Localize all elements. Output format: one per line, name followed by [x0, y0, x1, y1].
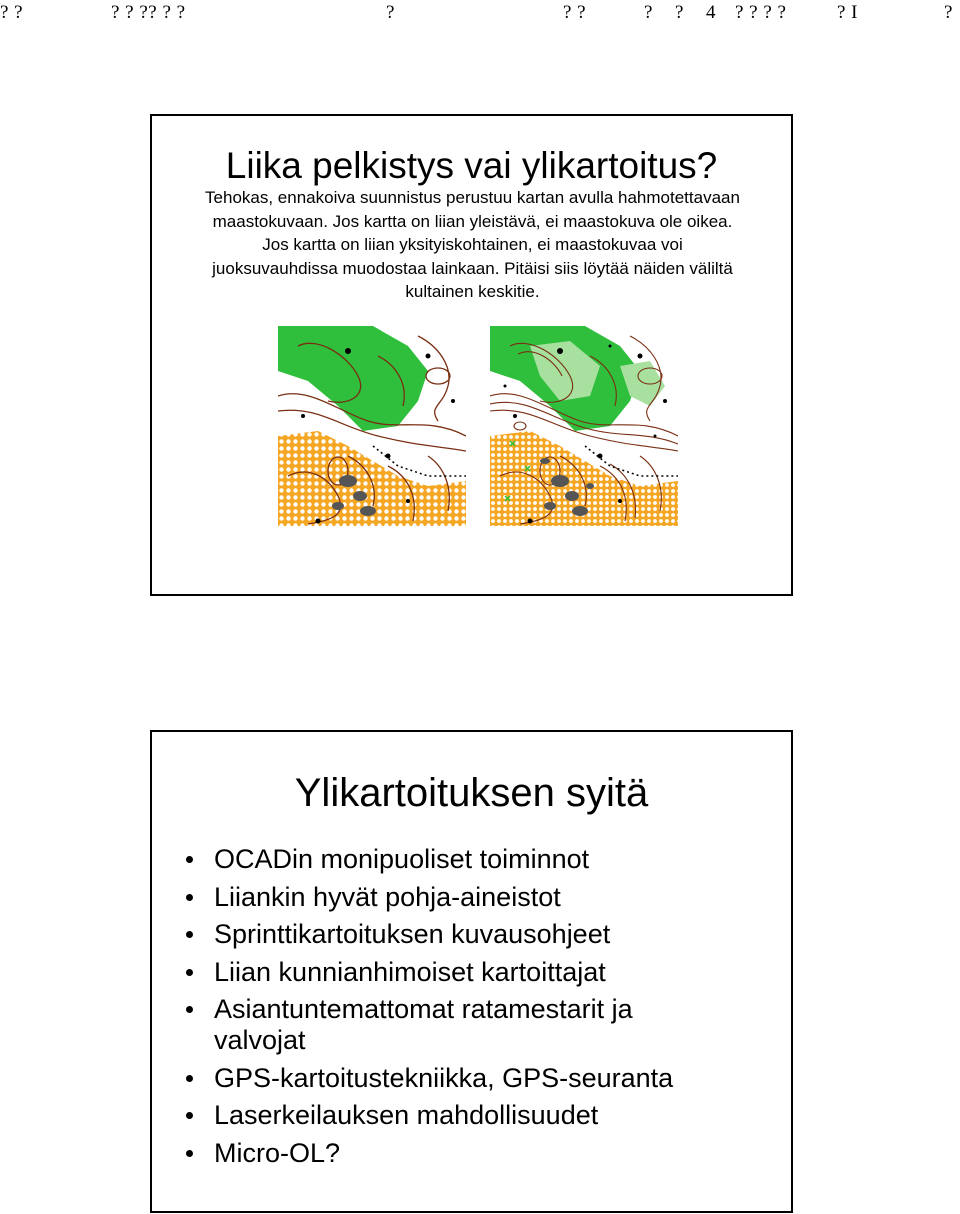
header-glyph: ? I: [837, 2, 859, 23]
bullet-item: [184, 882, 784, 913]
body-line: maastokuvaan. Jos kartta on liian yleistävä, ei maastokuva ole oikea.: [212, 211, 733, 231]
body-line: Tehokas, ennakoiva suunnistus perustuu kartan avulla hahmotettavaan: [205, 188, 740, 207]
slide-body-text: [180, 186, 765, 304]
bullet-item: [184, 957, 784, 988]
slide-title: Liika pelkistys vai ylikartoitus?: [225, 145, 718, 186]
bullet-item: [184, 919, 784, 950]
header-glyph: ?: [944, 2, 953, 23]
bullet-dot-icon: [186, 1150, 193, 1157]
bullet-item: [184, 1063, 784, 1094]
header-glyph: ?: [386, 2, 395, 23]
body-line: juoksuvauhdissa muodostaa lainkaan. Pitäisi siis löytää näiden väliltä: [212, 258, 733, 278]
bullet-text: Micro-OL?: [214, 1137, 341, 1168]
slide-1: [150, 114, 793, 596]
header-glyph: ?: [675, 2, 684, 23]
bullet-text: Sprinttikartoituksen kuvausohjeet: [214, 919, 611, 949]
bullet-dot-icon: [186, 1006, 193, 1013]
bullet-item: [184, 844, 784, 875]
header-glyph: ? ?: [563, 2, 587, 23]
slide-2: [150, 730, 793, 1213]
orienteering-map-detailed: [490, 326, 678, 526]
bullet-dot-icon: [186, 969, 193, 976]
bullet-text: GPS-kartoitustekniikka, GPS-seuranta: [214, 1062, 674, 1093]
map-a-image: [278, 326, 466, 526]
bullet-text: Liian kunnianhimoiset kartoittajat: [214, 956, 606, 987]
bullet-item: [184, 1100, 784, 1131]
page-header-row: [0, 0, 960, 28]
bullet-text: Liiankin hyvät pohja-aineistot: [214, 881, 561, 912]
map-b-image: [490, 326, 678, 526]
bullet-dot-icon: [186, 1112, 193, 1119]
body-line: kultainen keskitie.: [405, 282, 540, 301]
bullet-text: OCADin monipuoliset toiminnot: [214, 844, 590, 874]
bullet-item: [184, 994, 784, 1056]
body-line: Jos kartta on liian yksityiskohtainen, ei maastokuvaa voi: [262, 235, 683, 254]
header-glyph: ? ?: [0, 2, 24, 23]
bullet-dot-icon: [186, 856, 193, 863]
bullet-item: [184, 1138, 784, 1169]
orienteering-map-generalized: [278, 326, 466, 526]
header-glyph: ? ? ?? ? ?: [111, 2, 186, 23]
bullet-list: [184, 844, 784, 1175]
bullet-dot-icon: [186, 894, 193, 901]
header-glyph: ?: [644, 2, 653, 23]
slide-title: Ylikartoituksen syitä: [294, 771, 649, 815]
bullet-dot-icon: [186, 931, 193, 938]
header-glyph: 4: [706, 2, 716, 23]
bullet-dot-icon: [186, 1075, 193, 1082]
bullet-text: Asiantuntemattomat ratamestarit ja valvojat: [214, 994, 633, 1055]
bullet-text: Laserkeilauksen mahdollisuudet: [214, 1100, 599, 1130]
header-glyph: ? ? ? ?: [735, 2, 787, 23]
